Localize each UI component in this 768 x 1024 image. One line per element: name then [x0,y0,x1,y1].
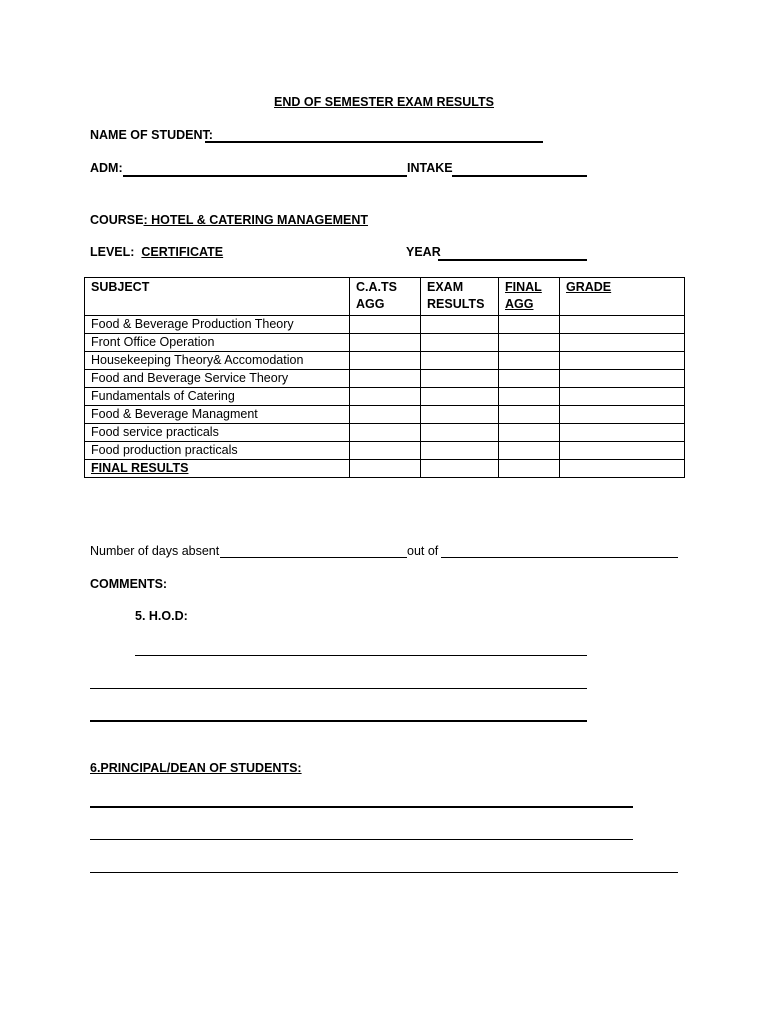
cats-cell[interactable] [350,370,421,388]
intake-label: INTAKE [407,161,453,175]
grade-cell[interactable] [560,352,685,370]
exam-cell[interactable] [421,352,499,370]
grade-cell[interactable] [560,406,685,424]
level-value: CERTIFICATE [141,245,224,259]
header-exam-results: EXAM RESULTS [421,278,499,316]
table-header-row [85,278,685,316]
cats-cell[interactable] [350,334,421,352]
grade-cell[interactable] [560,316,685,334]
days-absent-field[interactable] [220,557,407,558]
out-of-field[interactable] [441,557,678,558]
grade-cell[interactable] [560,424,685,442]
subject-cell: Food production practicals [85,442,350,460]
cats-cell[interactable] [350,316,421,334]
grade-cell[interactable] [560,388,685,406]
exam-cell[interactable] [421,316,499,334]
results-table [84,277,685,478]
final-cell[interactable] [499,370,560,388]
table-row [85,442,685,460]
form-title: END OF SEMESTER EXAM RESULTS [274,95,494,109]
cats-cell[interactable] [350,442,421,460]
table-row [85,424,685,442]
header-cats-agg: C.A.TS AGG [350,278,421,316]
exam-cell[interactable] [421,424,499,442]
final-results-row [85,460,685,478]
header-grade: GRADE [560,278,685,316]
course-row [90,213,368,227]
subject-cell: Food & Beverage Production Theory [85,316,350,334]
comments-label: COMMENTS: [90,577,168,591]
final-results-label: FINAL RESULTS [85,460,350,478]
year-field[interactable] [438,259,587,261]
grade-cell[interactable] [560,334,685,352]
cats-cell[interactable] [350,352,421,370]
final-cell[interactable] [499,406,560,424]
subject-cell: Housekeeping Theory& Accomodation [85,352,350,370]
subject-cell: Food service practicals [85,424,350,442]
table-row [85,370,685,388]
subject-cell: Food and Beverage Service Theory [85,370,350,388]
adm-label: ADM: [90,161,123,175]
table-row [85,316,685,334]
grade-cell[interactable] [560,370,685,388]
exam-cell[interactable] [421,460,499,478]
exam-cell[interactable] [421,370,499,388]
principal-comment-line-2[interactable] [90,839,633,840]
subject-cell: Fundamentals of Catering [85,388,350,406]
exam-cell[interactable] [421,442,499,460]
final-cell[interactable] [499,352,560,370]
grade-cell[interactable] [560,442,685,460]
subject-cell: Front Office Operation [85,334,350,352]
final-cell[interactable] [499,442,560,460]
final-cell[interactable] [499,316,560,334]
name-field[interactable] [205,141,543,143]
days-absent-label: Number of days absent [90,544,220,558]
exam-cell[interactable] [421,388,499,406]
hod-comment-line-2[interactable] [90,688,587,689]
cats-cell[interactable] [350,388,421,406]
level-row [90,245,223,259]
subject-cell: Food & Beverage Managment [85,406,350,424]
cats-cell[interactable] [350,424,421,442]
table-row [85,388,685,406]
final-cell[interactable] [499,334,560,352]
course-label: COURSE [90,213,144,227]
final-cell[interactable] [499,388,560,406]
exam-cell[interactable] [421,334,499,352]
level-label: LEVEL: [90,245,135,259]
principal-label: 6.PRINCIPAL/DEAN OF STUDENTS: [90,761,302,775]
adm-field[interactable] [123,175,407,177]
final-cell[interactable] [499,460,560,478]
principal-comment-line-3[interactable] [90,872,678,873]
header-final-agg: FINAL AGG [499,278,560,316]
out-of-label: out of [407,544,439,558]
hod-comment-line-1[interactable] [135,655,587,656]
grade-cell[interactable] [560,460,685,478]
header-subject: SUBJECT [85,278,350,316]
intake-field[interactable] [452,175,587,177]
principal-comment-line-1[interactable] [90,806,633,808]
table-row [85,406,685,424]
table-row [85,352,685,370]
year-label: YEAR [406,245,441,259]
table-row [85,334,685,352]
hod-label: 5. H.O.D: [135,609,188,623]
cats-cell[interactable] [350,460,421,478]
course-value: : HOTEL & CATERING MANAGEMENT [143,213,369,227]
cats-cell[interactable] [350,406,421,424]
final-cell[interactable] [499,424,560,442]
hod-comment-line-3[interactable] [90,720,587,722]
exam-cell[interactable] [421,406,499,424]
name-label: NAME OF STUDENT: [90,128,213,142]
